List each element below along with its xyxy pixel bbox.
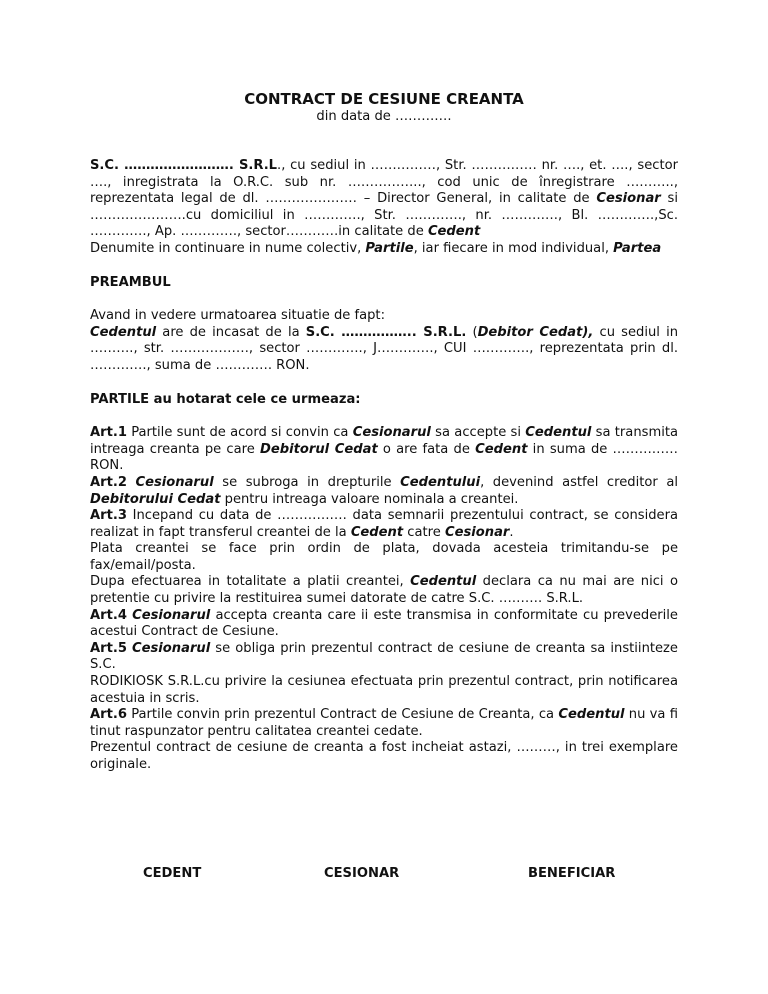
parties-paragraph: S.C. ……………………. S.R.L., cu sediul in ……………, Str. …………… nr. …., et. …., sector …., inregistrata la O.R.C. sub nr. …………….., cod unic de înregistrare ……….., reprezentata legal de dl. ………………… – Director General, in calitate de Cesionar si ………………….cu domiciliul in …………., Str. …………., nr. …………., Bl. ………….,Sc. …………., Ap. …………., sector…………in calitate de Cedent [90, 158, 678, 240]
article-6: Art.6 Partile convin prin prezentul Contract de Cesiune de Creanta, ca Cedentul nu va fi tinut raspunzator pentru calitatea creantei cedate. [90, 707, 678, 739]
signature-cesionar: CESIONAR [324, 866, 400, 881]
payment-clause: Plata creantei se face prin ordin de plata, dovada acesteia trimitandu-se pe fax/email/posta. [90, 541, 678, 573]
signature-cedent: CEDENT [143, 866, 202, 881]
sc-name: S.C. ……………………. S.R.L [90, 158, 278, 173]
collective-definition: Denumite in continuare in nume colectiv, Partile, iar fiecare in mod individual, Partea [90, 240, 662, 256]
article-5-continued: RODIKIOSK S.R.L.cu privire la cesiunea efectuata prin prezentul contract, prin notificarea acestuia in scris. [90, 674, 678, 706]
preambul-paragraph: Cedentul are de incasat de la S.C. …………….. S.R.L. (Debitor Cedat), cu sediul in ………., str. ………………, sector …………., J…………., CUI …………., reprezentata prin dl. …………., suma de …………. RON. [90, 324, 679, 373]
contract-document [90, 90, 678, 774]
closing-clause: Prezentul contract de cesiune de creanta a fost incheiat astazi, ………, in trei exemplare originale. [90, 740, 678, 772]
document-title: CONTRACT DE CESIUNE CREANTA [244, 90, 524, 108]
preambul-intro: Avand in vedere urmatoarea situatie de fapt: [90, 308, 385, 324]
article-3: Art.3 Incepand cu data de ……………. data semnarii prezentului contract, se considera realizat in fapt transferul creantei de la Cedent catre Cesionar. [90, 508, 678, 540]
signature-beneficiar: BENEFICIAR [528, 866, 616, 881]
article-5: Art.5 Cesionarul se obliga prin prezentul contract de cesiune de creanta sa instiinteze S.C. [90, 640, 678, 673]
article-2: Art.2 Cesionarul se subroga in drepturile Cedentului, devenind astfel creditor al Debitorului Cedat pentru intreaga valoare nominala a creantei. [90, 474, 678, 507]
after-payment-clause: Dupa efectuarea in totalitate a platii creantei, Cedentul declara ca nu mai are nici o pretentie cu privire la restituirea sumei datorate de catre S.C. ………. S.R.L. [90, 574, 678, 607]
decision-heading: PARTILE au hotarat cele ce urmeaza: [90, 391, 361, 407]
document-date: din data de …………. [316, 109, 452, 124]
article-4: Art.4 Cesionarul accepta creanta care ii este transmisa in conformitate cu prevederile acestui Contract de Cesiune. [90, 607, 678, 640]
article-1: Art.1 Partile sunt de acord si convin ca Cesionarul sa accepte si Cedentul sa transmita intreaga creanta pe care Debitorul Cedat o are fata de Cedent in suma de ……………RON. [90, 425, 678, 474]
preambul-heading: PREAMBUL [90, 274, 171, 290]
